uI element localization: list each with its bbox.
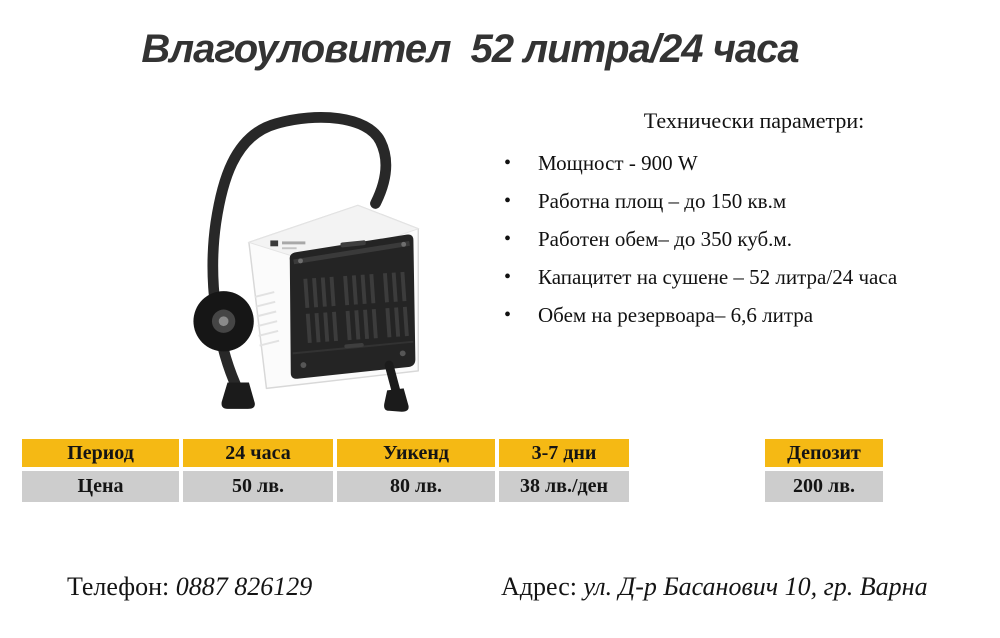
address-label: Адрес: xyxy=(501,572,584,601)
spec-item-volume xyxy=(502,220,1000,258)
front-grille-panel xyxy=(290,234,416,378)
bullet-icon: • xyxy=(504,190,512,212)
left-foot xyxy=(222,383,255,409)
page-title: Влагоуловител 52 литра/24 часа xyxy=(141,27,799,71)
wheel xyxy=(193,291,253,351)
deposit-value: 200 лв. xyxy=(765,471,883,502)
pricing-value-label: Цена xyxy=(22,471,179,502)
spec-item-tank xyxy=(502,296,1000,334)
bullet-icon: • xyxy=(504,304,512,326)
address-line xyxy=(462,536,928,638)
pricing-value-3-7-days: 38 лв./ден xyxy=(499,471,629,502)
bullet-icon: • xyxy=(504,228,512,250)
spec-item-text: Капацитет на сушене – 52 литра/24 часа xyxy=(538,265,898,289)
specs-heading: Технически параметри: xyxy=(643,108,865,133)
pricing-header-weekend: Уикенд xyxy=(337,439,495,467)
phone-line xyxy=(28,536,312,638)
specs-list xyxy=(488,144,1000,334)
phone-label: Телефон: xyxy=(67,572,176,601)
bullet-icon: • xyxy=(504,266,512,288)
spec-item-text: Работен обем– до 350 куб.м. xyxy=(538,227,792,251)
pricing-header-period: Период xyxy=(22,439,179,467)
address-value: ул. Д-р Басанович 10, гр. Варна xyxy=(583,572,928,601)
product-image xyxy=(173,93,465,421)
spec-item-area xyxy=(502,182,1000,220)
spec-item-power xyxy=(502,144,1000,182)
pricing-header-24h: 24 часа xyxy=(183,439,333,467)
pricing-header-3-7-days: 3-7 дни xyxy=(499,439,629,467)
deposit-table xyxy=(765,439,883,502)
specs-section xyxy=(488,106,1000,334)
pricing-value-weekend: 80 лв. xyxy=(337,471,495,502)
spec-item-text: Мощност - 900 W xyxy=(538,151,698,175)
pricing-value-24h: 50 лв. xyxy=(183,471,333,502)
deposit-header: Депозит xyxy=(765,439,883,467)
spec-item-text: Работна площ – до 150 кв.м xyxy=(538,189,787,213)
dehumidifier-illustration xyxy=(173,93,465,421)
spec-item-capacity xyxy=(502,258,1000,296)
bullet-icon: • xyxy=(504,152,512,174)
spec-item-text: Обем на резервоара– 6,6 литра xyxy=(538,303,814,327)
phone-number: 0887 826129 xyxy=(175,572,313,601)
pricing-table xyxy=(22,439,629,502)
